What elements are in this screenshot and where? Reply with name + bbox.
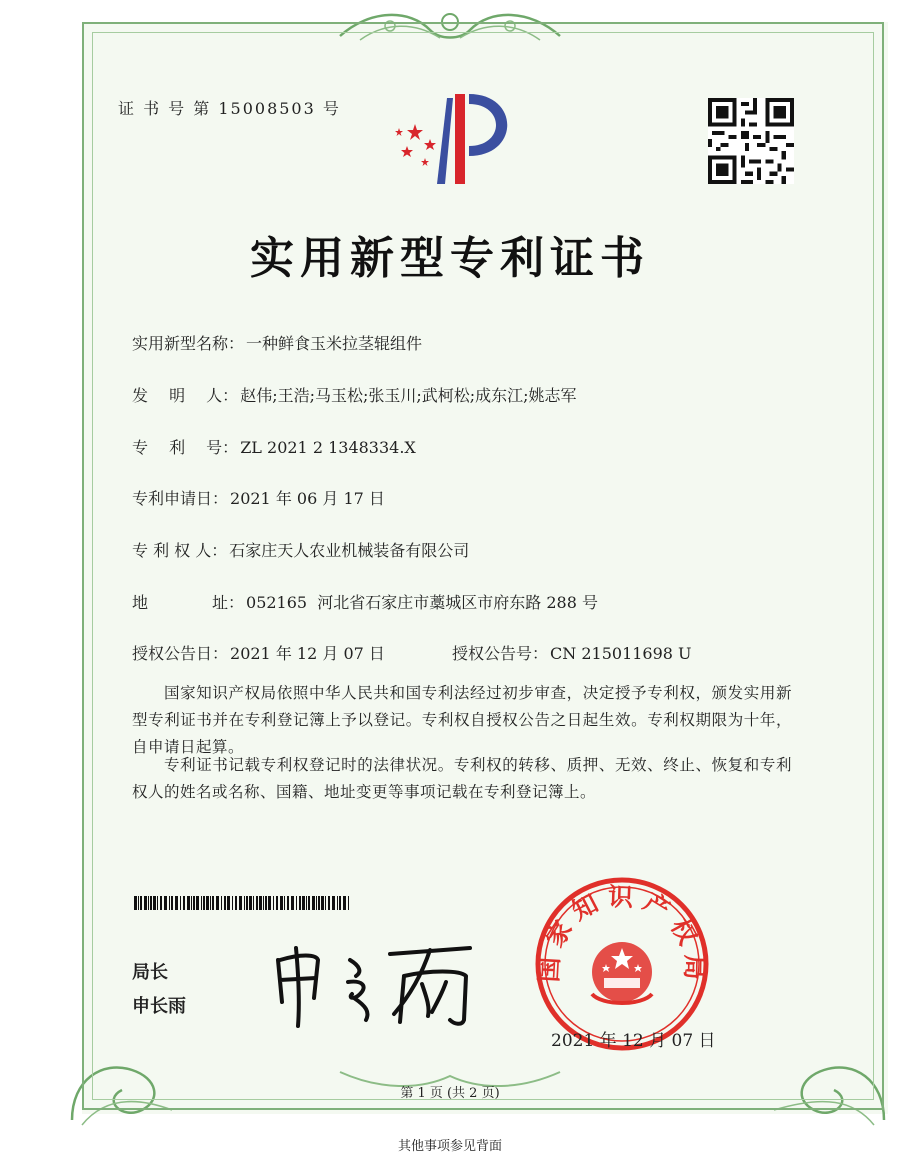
seal-text: 国家知识产权局: [534, 882, 710, 988]
field-address: [132, 590, 598, 613]
notice-paragraph-1: 国家知识产权局依照中华人民共和国专利法经过初步审查，决定授予专利权，颁发实用新型专利证书并在专利登记簿上予以登记。专利权自授权公告之日起生效。专利权期限为十年，自申请日起算。: [132, 684, 792, 756]
field-value: 2021 年 06 月 17 日: [230, 489, 385, 508]
cnipa-logo-icon: [385, 84, 525, 194]
certificate-number: 证 书 号 第 15008503 号: [118, 99, 341, 118]
field-value: 052165 河北省石家庄市藁城区市府东路 288 号: [246, 593, 598, 612]
field-patentee: [132, 538, 469, 561]
seal-date: 2021 年 12 月 07 日: [551, 1031, 716, 1051]
field-value: 一种鲜食玉米拉茎辊组件: [246, 334, 423, 353]
field-label: 实用新型名称：: [132, 334, 245, 353]
field-label: 专 利 权 人：: [132, 541, 228, 560]
field-label: 专 利 号：: [132, 438, 239, 457]
notice-paragraph-2: 专利证书记载专利权登记时的法律状况。专利权的转移、质押、无效、终止、恢复和专利权人的姓名或名称、国籍、地址变更等事项记载在专利登记簿上。: [132, 756, 792, 801]
field-grant-date: [132, 641, 385, 664]
director-signature: [270, 940, 490, 1030]
field-inventors: [132, 383, 577, 406]
back-page-note: 其他事项参见背面: [397, 1139, 502, 1154]
certificate-title: 实用新型专利证书: [250, 233, 650, 284]
field-label: 授权公告日：: [132, 644, 229, 663]
field-value: CN 215011698 U: [550, 644, 692, 663]
director-title: 局长: [132, 962, 168, 983]
field-value: 2021 年 12 月 07 日: [230, 644, 385, 663]
barcode-icon: [134, 896, 352, 910]
field-value: ZL 2021 2 1348334.X: [240, 438, 416, 457]
field-value: 赵伟;王浩;马玉松;张玉川;武柯松;成东江;姚志军: [240, 386, 577, 405]
field-utility-model-name: [132, 331, 422, 354]
director-name: 申长雨: [132, 996, 186, 1017]
field-patent-number: [132, 435, 416, 458]
page-number: 第 1 页 (共 2 页): [400, 1086, 500, 1101]
field-filing-date: [132, 486, 385, 509]
field-label: 地 址：: [132, 593, 245, 612]
field-value: 石家庄天人农业机械装备有限公司: [229, 541, 470, 560]
field-label: 发 明 人：: [132, 386, 239, 405]
field-label: 专利申请日：: [132, 489, 229, 508]
field-grant-number: [452, 641, 692, 664]
qr-code-icon: [708, 98, 794, 184]
field-label: 授权公告号：: [452, 644, 549, 663]
